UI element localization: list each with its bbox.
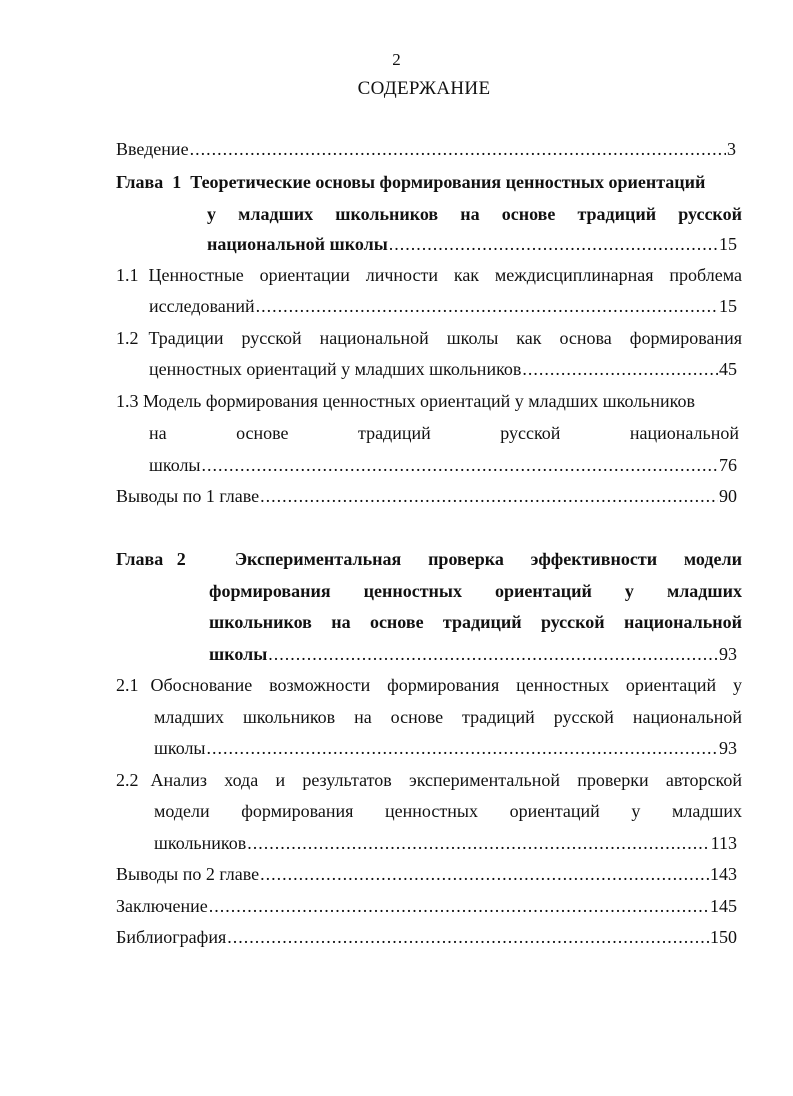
word: национальной xyxy=(629,423,739,443)
toc-page-number: 143 xyxy=(710,864,737,884)
toc-section-1-2[interactable] xyxy=(116,327,742,349)
section-number: 1.2 xyxy=(116,328,139,348)
section-number: 2.1 xyxy=(116,675,139,695)
word: формирования xyxy=(241,801,354,821)
toc-entry-conclusions-chapter-2[interactable] xyxy=(116,863,737,885)
dot-leader xyxy=(260,485,718,507)
section-number: 1.3 xyxy=(116,391,139,411)
toc-section-2-2[interactable] xyxy=(116,769,742,791)
toc-page-number: 76 xyxy=(719,455,737,475)
word: традиций xyxy=(357,423,431,443)
toc-section-2-1[interactable] xyxy=(116,674,742,696)
word: школьников xyxy=(335,204,439,224)
toc-section-1-1-line-2 xyxy=(149,295,737,317)
dot-leader xyxy=(389,233,718,255)
page-number: 2 xyxy=(392,50,401,69)
word: у xyxy=(631,801,641,821)
chapter-title-line-1: Теоретические основы формирования ценностных ориентаций xyxy=(190,172,706,192)
toc-chapter-1-title-line-3 xyxy=(207,233,737,255)
toc-entry-conclusion[interactable] xyxy=(116,895,737,917)
section-title-line-1: Анализ хода и результатов экспериментальной проверки авторской xyxy=(150,770,742,790)
dot-leader xyxy=(268,643,718,665)
word: младших xyxy=(671,801,742,821)
section-title-line-2: ценностных ориентаций у младших школьников xyxy=(149,359,522,379)
word: ценностных xyxy=(363,581,462,601)
word: модели xyxy=(154,801,210,821)
section-title-line-1: Традиции русской национальной школы как основа формирования xyxy=(148,328,742,348)
section-title-line-3: школьников xyxy=(154,833,247,853)
section-title-line-3: школы xyxy=(154,738,206,758)
toc-page-number: 90 xyxy=(719,486,737,506)
toc-page-number: 3 xyxy=(727,139,736,159)
toc-page-number: 145 xyxy=(710,896,737,916)
toc-entry-text: Выводы по 2 главе xyxy=(116,864,260,884)
toc-section-2-2-line-3 xyxy=(154,832,737,854)
word: основе xyxy=(501,204,556,224)
toc-entry-conclusions-chapter-1[interactable] xyxy=(116,485,737,507)
word: ориентаций xyxy=(509,801,600,821)
toc-page-number: 150 xyxy=(710,927,737,947)
toc-page-number: 15 xyxy=(719,296,737,316)
toc-section-1-3-line-3 xyxy=(149,454,737,476)
word: проверка xyxy=(428,549,504,569)
dot-leader xyxy=(209,895,709,917)
toc-section-1-1[interactable] xyxy=(116,264,742,286)
word: младших xyxy=(238,204,314,224)
section-title-line-1: Ценностные ориентации личности как междисциплинарная проблема xyxy=(148,265,742,285)
toc-entry-text: Заключение xyxy=(116,896,208,916)
toc-section-2-1-line-3 xyxy=(154,737,737,759)
section-number: 1.1 xyxy=(116,265,139,285)
toc-section-1-3-line-2 xyxy=(149,422,739,444)
toc-page-number: 15 xyxy=(719,234,737,254)
toc-entry-text: Библиография xyxy=(116,927,227,947)
dot-leader xyxy=(202,454,718,476)
section-title-line-1: Модель формирования ценностных ориентаций у младших школьников xyxy=(143,391,695,411)
dot-leader xyxy=(247,832,709,854)
chapter-title-line-4: школы xyxy=(209,644,268,664)
dot-leader xyxy=(522,358,718,380)
toc-section-1-2-line-2 xyxy=(149,358,737,380)
dot-leader xyxy=(207,737,718,759)
word: русской xyxy=(678,204,742,224)
dot-leader xyxy=(260,863,709,885)
word: на xyxy=(460,204,480,224)
toc-entry-text: Выводы по 1 главе xyxy=(116,486,260,506)
toc-section-1-3[interactable] xyxy=(116,390,742,412)
toc-section-2-2-line-2 xyxy=(154,800,742,822)
word: эффективности xyxy=(530,549,658,569)
section-title-line-1: Обоснование возможности формирования ценностных ориентаций у xyxy=(150,675,742,695)
section-title-line-2: исследований xyxy=(149,296,255,316)
word: ценностных xyxy=(385,801,478,821)
word: у xyxy=(624,581,634,601)
toc-page-number: 93 xyxy=(719,644,737,664)
toc-entry-bibliography[interactable] xyxy=(116,926,737,948)
toc-chapter-1-heading[interactable] xyxy=(116,171,742,193)
word: традиций xyxy=(577,204,657,224)
toc-entry-introduction[interactable] xyxy=(116,138,736,160)
toc-section-2-1-line-2: младших школьников на основе традиций русской национальной xyxy=(154,707,742,727)
chapter-number: 1 xyxy=(172,172,182,192)
toc-chapter-2-title-line-3: школьников на основе традиций русской национальной xyxy=(209,612,742,632)
toc-chapter-2-heading[interactable] xyxy=(116,548,742,570)
section-number: 2.2 xyxy=(116,770,139,790)
chapter-label: Глава xyxy=(116,549,164,569)
toc-chapter-1-title-line-2 xyxy=(207,203,742,225)
word: младших xyxy=(666,581,742,601)
word: модели xyxy=(683,549,742,569)
word: у xyxy=(207,204,216,224)
dot-leader xyxy=(190,138,726,160)
chapter-number: 2 xyxy=(176,549,186,569)
chapter-label: Глава xyxy=(116,172,164,192)
page-title: СОДЕРЖАНИЕ xyxy=(357,78,491,99)
word: русской xyxy=(500,423,561,443)
toc-entry-text: Введение xyxy=(116,139,189,159)
word: Экспериментальная xyxy=(234,549,402,569)
toc-chapter-2-title-line-2 xyxy=(209,580,742,602)
word: на xyxy=(149,423,167,443)
toc-page-number: 45 xyxy=(719,359,737,379)
word: основе xyxy=(236,423,289,443)
toc-page-number: 93 xyxy=(719,738,737,758)
dot-leader xyxy=(256,295,718,317)
toc-chapter-2-title-line-4 xyxy=(209,643,737,665)
section-title-line-3: школы xyxy=(149,455,201,475)
chapter-title-line-3: национальной школы xyxy=(207,234,388,254)
toc-page-number: 113 xyxy=(710,833,737,853)
word: ориентаций xyxy=(494,581,592,601)
dot-leader xyxy=(227,926,709,948)
word: формирования xyxy=(209,581,331,601)
